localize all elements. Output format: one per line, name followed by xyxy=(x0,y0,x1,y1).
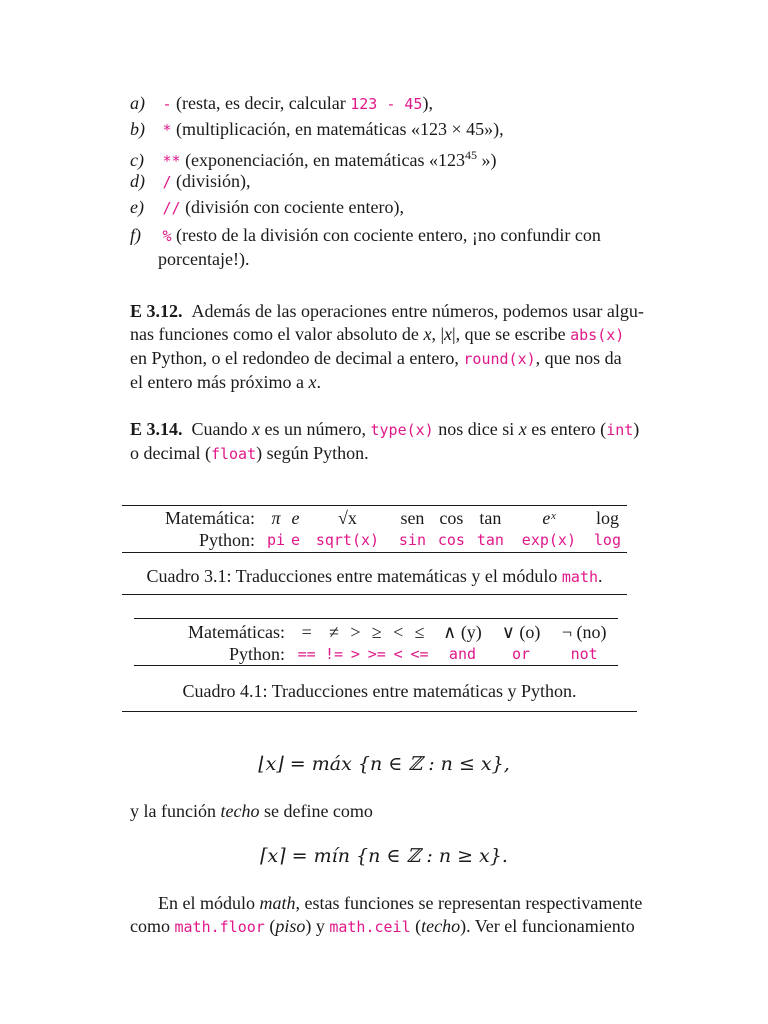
table-cell: not xyxy=(570,645,598,663)
table-caption xyxy=(122,566,627,587)
body-text: se define como xyxy=(259,801,373,821)
list-label: f) xyxy=(130,225,141,245)
caption-rule xyxy=(122,594,627,595)
list-text-cont: porcentaje!). xyxy=(158,249,250,269)
table-row xyxy=(122,507,627,529)
table-cell: pi xyxy=(266,531,286,549)
list-item-resto xyxy=(130,224,601,247)
table-cell: e xyxy=(290,531,300,549)
list-text: (división con cociente entero), xyxy=(180,197,404,217)
code-operator: // xyxy=(162,199,181,217)
body-text: En el módulo xyxy=(158,893,260,913)
body-italic: techo xyxy=(421,916,461,936)
table-cell: or xyxy=(512,645,531,663)
list-item-division xyxy=(130,170,251,193)
code-operator: % xyxy=(162,227,172,245)
body-text: ( xyxy=(410,916,422,936)
code-int: int xyxy=(606,421,634,439)
table-cell: >= xyxy=(367,645,386,663)
final-line-1 xyxy=(158,892,642,914)
math-var: x xyxy=(308,372,317,392)
code-abs: abs(x) xyxy=(570,326,625,344)
list-text-end: ») xyxy=(476,150,497,170)
table-cell: sen xyxy=(400,507,425,528)
exercise-text: , | xyxy=(431,324,445,344)
table-cell: ≠ xyxy=(329,621,339,642)
exercise-text: el entero más próximo a xyxy=(130,372,309,392)
ceil-equation: ⌈x⌉ = mín {n ∈ ℤ : n ≥ x}. xyxy=(260,845,508,867)
body-text: , estas funciones se representan respectivamente xyxy=(295,893,643,913)
table-cell: √x xyxy=(338,507,357,528)
code-operator: * xyxy=(162,121,172,139)
list-text: (división), xyxy=(171,171,251,191)
exercise-text: en Python, o el redondeo de decimal a entero, xyxy=(130,348,464,368)
table-cell: cos xyxy=(437,531,465,549)
table-cell: > xyxy=(350,645,360,663)
table-cell: == xyxy=(297,645,316,663)
table-head: Matemáticas: xyxy=(188,621,285,642)
table-row xyxy=(122,529,627,551)
table-cell: e xyxy=(291,507,300,528)
list-label: d) xyxy=(130,171,145,191)
table-cell: ∨ (o) xyxy=(501,621,541,642)
body-text: ). Ver el funcionamiento xyxy=(460,916,635,936)
table-cell: > xyxy=(350,621,361,642)
math-var: x xyxy=(252,419,261,439)
list-label: e) xyxy=(130,197,144,217)
list-text: (resta, es decir, calcular xyxy=(171,93,351,113)
list-text: (exponenciación, en matemáticas « xyxy=(180,150,438,170)
table-row xyxy=(134,643,618,665)
math-var: x xyxy=(444,324,453,344)
caption-code: math xyxy=(561,568,599,586)
list-item-exponenciacion xyxy=(130,144,496,172)
list-text: (resto de la división con cociente entero, ¡no confundir con xyxy=(171,225,601,245)
floor-equation: ⌊x⌋ = máx {n ∈ ℤ : n ≤ x}, xyxy=(258,753,510,775)
exercise-text: o decimal ( xyxy=(130,443,211,463)
table-cell: < xyxy=(393,621,404,642)
table-row xyxy=(134,621,618,643)
table-4-1 xyxy=(134,621,618,665)
code-operator: / xyxy=(162,173,172,191)
table-cell: sqrt(x) xyxy=(315,531,380,549)
body-italic: math xyxy=(259,893,296,913)
table-cell: exp(x) xyxy=(521,531,576,549)
list-text: (multiplicación, en matemáticas «123 × 45»), xyxy=(171,119,504,139)
exercise-text: ) según Python. xyxy=(256,443,369,463)
power-base: 123 xyxy=(437,150,465,170)
table-rule-bottom xyxy=(134,665,618,666)
table-cell: tan xyxy=(479,507,502,528)
table-head: Python: xyxy=(228,643,285,664)
table-cell: != xyxy=(325,645,344,663)
exercise-text: es un número, xyxy=(260,419,371,439)
table-cell: tan xyxy=(476,531,504,549)
code-operator: ** xyxy=(162,152,181,170)
exercise-text: . xyxy=(316,372,321,392)
table-head: Python: xyxy=(198,529,255,550)
table-rule-bottom xyxy=(122,552,627,553)
code-type: type(x) xyxy=(370,421,434,439)
body-italic: piso xyxy=(275,916,306,936)
table-cell: π xyxy=(271,507,281,528)
table-cell: = xyxy=(301,621,312,642)
exercise-text: Cuando xyxy=(191,419,253,439)
table-rule-top xyxy=(122,505,627,506)
table-cell: and xyxy=(448,645,477,663)
techo-intro xyxy=(130,800,373,822)
body-text: ) y xyxy=(305,916,330,936)
list-label: c) xyxy=(130,150,144,170)
list-item-resto-continuation xyxy=(158,248,249,270)
math-var: x xyxy=(518,419,527,439)
body-italic: techo xyxy=(220,801,260,821)
table-cell: sin xyxy=(398,531,426,549)
body-text: ( xyxy=(264,916,276,936)
code-math-ceil: math.ceil xyxy=(329,918,411,936)
power-exponent: 45 xyxy=(464,148,477,162)
final-line-2 xyxy=(130,915,635,938)
list-item-multiplicacion xyxy=(130,118,504,141)
exercise-heading: E 3.14. xyxy=(130,419,183,439)
exercise-text: nos dice si xyxy=(433,419,519,439)
exercise-text: nas funciones como el valor absoluto de xyxy=(130,324,424,344)
list-item-resta xyxy=(130,92,433,115)
code-round: round(x) xyxy=(463,350,536,368)
table-3-1 xyxy=(122,507,627,551)
table-head: Matemática: xyxy=(165,507,255,528)
caption-text: Cuadro 4.1: Traducciones entre matemáticas y Python. xyxy=(182,681,577,701)
caption-rule xyxy=(122,711,637,712)
exercise-text: es entero ( xyxy=(526,419,607,439)
exercise-3-12 xyxy=(130,300,644,394)
exercise-heading: E 3.12. xyxy=(130,301,183,321)
body-text: como xyxy=(130,916,175,936)
code-math-floor: math.floor xyxy=(174,918,265,936)
code-operator: - xyxy=(162,95,172,113)
exercise-text: Además de las operaciones entre números, podemos usar algu- xyxy=(191,301,644,321)
table-cell: eˣ xyxy=(542,507,556,528)
list-label: b) xyxy=(130,119,145,139)
exercise-text: , que nos da xyxy=(535,348,622,368)
caption-text: . xyxy=(598,566,603,586)
table-rule-top xyxy=(134,618,618,619)
table-cell: log xyxy=(593,531,621,549)
code-float: float xyxy=(210,445,257,463)
exercise-3-14 xyxy=(130,418,640,466)
table-cell: ∧ (y) xyxy=(443,621,482,642)
math-var: x xyxy=(423,324,432,344)
table-cell: ¬ (no) xyxy=(561,621,607,642)
caption-text: Cuadro 3.1: Traducciones entre matemáticas y el módulo xyxy=(146,566,562,586)
list-item-division-entera xyxy=(130,196,404,219)
exercise-text: ) xyxy=(633,419,640,439)
exercise-text: |, que se escribe xyxy=(452,324,571,344)
table-cell: < xyxy=(393,645,403,663)
table-cell: ≤ xyxy=(414,621,425,642)
table-cell: cos xyxy=(439,507,464,528)
code-expression: 123 - 45 xyxy=(350,95,423,113)
list-label: a) xyxy=(130,93,145,113)
table-cell: <= xyxy=(410,645,429,663)
table-caption xyxy=(122,681,637,702)
table-cell: log xyxy=(595,507,619,528)
table-cell: ≥ xyxy=(371,621,382,642)
list-text-end: ), xyxy=(422,93,433,113)
body-text: y la función xyxy=(130,801,221,821)
